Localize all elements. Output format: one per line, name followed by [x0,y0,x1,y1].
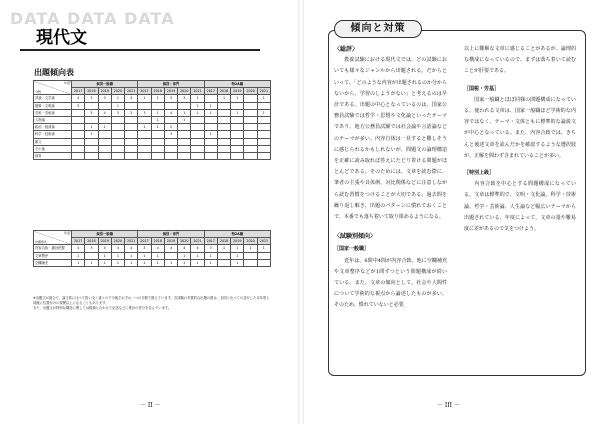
count-cell: 1 [151,95,164,102]
year-header: 2018 [85,238,98,245]
year-header: 2021 [191,88,204,95]
row-label: 科学・技術論 [34,131,72,138]
table-row [34,131,271,138]
count-cell [72,152,85,159]
count-cell [257,124,270,131]
count-cell: 1 [231,259,244,266]
count-cell: 1 [178,259,191,266]
count-cell [164,138,177,145]
count-cell: 1 [257,245,270,252]
count-cell [164,102,177,109]
count-cell [125,152,138,159]
count-cell: 1 [85,131,98,138]
count-cell [151,131,164,138]
count-cell: 2 [164,124,177,131]
count-cell [72,109,85,116]
count-cell [72,124,85,131]
year-header: 2021 [125,238,138,245]
count-cell: 3 [164,131,177,138]
column-left [334,44,447,312]
count-cell [217,252,230,259]
count-cell [151,145,164,152]
row-label: 文章整序 [34,252,72,259]
exam-group-header: 個別・専門 [138,231,204,238]
count-cell [138,152,151,159]
count-cell: 1 [204,252,217,259]
count-cell [178,145,191,152]
count-cell: 4 [72,245,85,252]
topic-frequency-table [33,80,271,160]
count-cell [164,145,177,152]
format-frequency-table [33,230,271,267]
count-cell [111,116,124,123]
row-label: 空欄補充 [34,259,72,266]
count-cell [191,152,204,159]
table-row [34,145,271,152]
count-cell [111,124,124,131]
count-cell: 1 [151,116,164,123]
count-cell [138,116,151,123]
count-cell [204,138,217,145]
count-cell [151,102,164,109]
count-cell: 1 [231,109,244,116]
year-header: 2019 [231,88,244,95]
count-cell: 2 [191,102,204,109]
count-cell [125,131,138,138]
count-cell [217,138,230,145]
count-cell [85,102,98,109]
row-label: 内容合致・趣旨把握 [34,245,72,252]
count-cell: 1 [98,124,111,131]
count-cell [85,138,98,145]
count-cell [72,131,85,138]
count-cell: 1 [85,124,98,131]
count-cell: 1 [138,259,151,266]
count-cell [217,109,230,116]
row-label: 評論・文学論 [34,95,72,102]
count-cell [98,102,111,109]
count-cell [257,152,270,159]
table-corner-cell [34,231,72,245]
year-header: 2017 [204,88,217,95]
row-label: 芸術・芸術論 [34,109,72,116]
count-cell [257,252,270,259]
count-cell: 1 [257,95,270,102]
count-cell [257,145,270,152]
note-line: ※出題文が複合で、論文系に比べて扱い全く違うので今後それぞれ一つの分類で数えています。各試験の実質的な出題の数は、全国と比べての並行した本年度と同様に位置付けの規模以上になることもあります。 [33,296,270,305]
year-header: 2020 [111,238,124,245]
count-cell: 1 [125,252,138,259]
count-cell [72,116,85,123]
year-header: 2019 [164,238,177,245]
table-row [34,259,271,266]
year-header: 2020 [178,88,191,95]
year-header: 2018 [151,238,164,245]
count-cell [231,131,244,138]
count-cell: 1 [178,109,191,116]
count-cell [244,145,257,152]
count-cell [125,116,138,123]
count-cell [125,124,138,131]
exam-group-header: 特2A職 [204,231,270,238]
count-cell: 1 [98,252,111,259]
count-cell [98,116,111,123]
row-label: 人物論 [34,116,72,123]
count-cell [178,102,191,109]
count-cell: 1 [257,109,270,116]
count-cell [231,102,244,109]
count-cell [98,131,111,138]
year-header: 2017 [138,238,151,245]
count-cell [111,138,124,145]
data-banner: DATA DATA DATA [10,10,175,28]
count-cell [231,116,244,123]
count-cell: 1 [191,109,204,116]
count-cell [257,116,270,123]
count-cell [111,131,124,138]
corner-top-label: 年度 [63,231,70,235]
count-cell [138,138,151,145]
page-title: 現代文 [36,28,87,48]
count-cell: 1 [111,95,124,102]
table-row [34,152,271,159]
table-row [34,124,271,131]
kokuzei-body: 国家一般職とほぼ同様の問題構成になっている。使われる文章は、国家一般職ほど学術的な内容ではなく、テーマ・文体ともに標準的な論説文が中心となっている。また、内容合致では、きちんと後述文章を読んだかを確認するような選択肢が、正解を間わず含まれていることが多い。 [464,96,576,159]
row-label: 随筆・文明論 [34,102,72,109]
count-cell: 4 [125,95,138,102]
count-cell [72,145,85,152]
count-cell: 4 [191,245,204,252]
count-cell [244,259,257,266]
exam-group-header: 個別一般職 [72,231,138,238]
row-label: 政治・経済論 [34,124,72,131]
overview-heading: 〈総評〉 [334,46,359,53]
count-cell [257,138,270,145]
count-cell [138,131,151,138]
table-row [34,109,271,116]
year-header: 2021 [191,238,204,245]
exam-group-header: 特2A職 [204,81,270,88]
year-header: 2019 [231,238,244,245]
count-cell: 1 [151,124,164,131]
count-cell [164,252,177,259]
count-cell [204,116,217,123]
exam-group-header: 個別・専門 [138,81,204,88]
year-header: 2019 [98,238,111,245]
row-label: 雑文 [34,138,72,145]
count-cell: 4 [125,245,138,252]
count-cell [138,145,151,152]
count-cell [244,102,257,109]
year-header: 2017 [72,238,85,245]
count-cell: 1 [72,252,85,259]
count-cell [217,116,230,123]
table-row [34,245,271,252]
count-cell: 1 [178,116,191,123]
count-cell: 3 [138,245,151,252]
row-label: 資料 [34,152,72,159]
count-cell [178,124,191,131]
year-header: 2018 [85,88,98,95]
count-cell: 4 [164,109,177,116]
year-header: 2018 [217,238,230,245]
count-cell [178,152,191,159]
count-cell [257,259,270,266]
sub-heading-tokubetsu: ［特別上級］ [464,170,495,177]
count-cell [217,145,230,152]
year-header: 2020 [244,238,257,245]
tokubetsu-body: 内容合致を中心とする問題構成になっている。文章は標準的で、文明・文化論、科学・技術論、哲学・芸術論、人生論など幅広いテーマから出題されている。年度によって、文章の量や難易度に差があるので気をつけよう。 [464,181,576,233]
count-cell [111,145,124,152]
page-number: － II － [140,402,161,409]
table-notes [33,296,271,311]
count-cell [217,124,230,131]
count-cell [244,95,257,102]
count-cell [191,116,204,123]
continued-body: 以上に難解な文章に感じることがあるが、論理的な構成になっているので、まずは落ち着いて読むことが肝要である。 [464,46,576,75]
count-cell [125,102,138,109]
count-cell: 1 [164,259,177,266]
count-cell: 3 [164,95,177,102]
count-cell [98,145,111,152]
year-header: 2020 [178,238,191,245]
sub-heading-kokuzei: ［国税・労基］ [464,85,500,92]
exam-trend-heading: 〈試験別傾向〉 [334,233,377,241]
overview-body: 教養試験における現代文では、どの試験においても様々なジャンルから出題される。だからといって、「どのような内容が出題されるのか分からないから、学習のしようがない」と考えるのは早計である。出題の中心となっているのは、国家公務員試験では哲学・思想や文化論といったテーマであり、地方公務員試験では社会論や言語論などのテーマが多い。内容自体は一見すると難しそうに感じられるかもしれないが、問題文の論理構造を正確に読み取れば答えにたどり着ける問題がほとんどである。そのためには、文章を読む際に、筆者の主張や具体例、対比関係などに注意しながら読む習慣をつけることが大切である。過去問を繰り返し解き、出題のパターンに慣れておくことで、本番でも落ち着いて取り組めるようになる。 [334,57,447,221]
count-cell [244,116,257,123]
year-header: 2018 [217,88,230,95]
count-cell: 3 [204,245,217,252]
count-cell: 3 [178,95,191,102]
count-cell: 1 [111,252,124,259]
corner-top-label: 年度 [63,81,70,85]
count-cell: 1 [151,259,164,266]
table-row [34,252,271,259]
row-label: その他 [34,145,72,152]
count-cell [231,138,244,145]
count-cell [204,124,217,131]
count-cell [151,138,164,145]
count-cell [231,124,244,131]
count-cell: 1 [125,259,138,266]
note-line: また、出題文が特別な構造に関しては数値と合わせて記述などに集計の差分を含んでいます。 [33,306,172,310]
count-cell: 1 [231,245,244,252]
count-cell [244,131,257,138]
count-cell [244,152,257,159]
count-cell: 1 [151,252,164,259]
count-cell: 4 [98,245,111,252]
count-cell: 1 [178,252,191,259]
count-cell [111,152,124,159]
year-header: 2018 [151,88,164,95]
count-cell: 1 [98,259,111,266]
count-cell [138,102,151,109]
count-cell [125,138,138,145]
count-cell: 4 [98,109,111,116]
count-cell: 1 [72,259,85,266]
count-cell: 1 [231,95,244,102]
count-cell [204,152,217,159]
trend-badge: 傾向と対策 [334,20,422,38]
year-header: 2017 [72,88,85,95]
table-row [34,102,271,109]
count-cell: 3 [85,109,98,116]
count-cell: 1 [204,131,217,138]
count-cell: 1 [204,109,217,116]
count-cell: 4 [151,245,164,252]
count-cell [217,131,230,138]
count-cell [191,138,204,145]
count-cell [164,116,177,123]
year-header: 2021 [257,238,270,245]
count-cell [217,259,230,266]
count-cell [178,138,191,145]
year-header: 2017 [204,238,217,245]
kokka-body: 近年は、6問中4問が内容合致、他に空欄補充や文章整序などが1問ずつという問題構成が続いている。また、文章の傾向として、社会や人間性について学術的な視点から論述したものが多い。そのため、慣れていないと必要 [334,257,447,309]
count-cell [231,145,244,152]
section-title: 出題傾向表 [34,68,74,77]
count-cell: 1 [191,259,204,266]
count-cell [125,145,138,152]
count-cell [231,152,244,159]
count-cell: 3 [85,95,98,102]
year-header: 2019 [98,88,111,95]
corner-bottom-label: 出題形式 [35,240,48,245]
count-cell: 1 [191,95,204,102]
count-cell [204,145,217,152]
year-header: 2021 [125,88,138,95]
year-header: 2017 [138,88,151,95]
count-cell: 4 [164,245,177,252]
table-corner-cell [34,81,72,95]
table-row [34,95,271,102]
exam-group-header: 個別一般職 [72,81,138,88]
count-cell: 4 [72,95,85,102]
count-cell: 3 [138,109,151,116]
count-cell [244,109,257,116]
count-cell [85,152,98,159]
year-header: 2020 [111,88,124,95]
count-cell [85,145,98,152]
year-header: 2020 [244,88,257,95]
count-cell: 1 [111,102,124,109]
column-right [464,44,576,235]
right-page [302,0,600,424]
count-cell: 1 [217,95,230,102]
count-cell: 1 [138,95,151,102]
count-cell: 3 [111,109,124,116]
corner-bottom-label: 分野 [35,90,42,95]
page-number: － III － [437,402,460,409]
count-cell [98,138,111,145]
table-row [34,138,271,145]
count-cell [257,102,270,109]
count-cell [164,152,177,159]
count-cell: 1 [85,259,98,266]
count-cell [244,124,257,131]
count-cell [217,152,230,159]
count-cell [217,102,230,109]
count-cell [85,252,98,259]
year-header: 2021 [257,88,270,95]
count-cell [72,138,85,145]
count-cell: 3 [85,245,98,252]
count-cell [178,131,191,138]
count-cell [204,95,217,102]
sub-heading-kokka: ［国家一般職］ [334,246,370,253]
year-header: 2019 [164,88,177,95]
count-cell [151,152,164,159]
count-cell [85,116,98,123]
count-cell: 3 [98,95,111,102]
count-cell [244,252,257,259]
count-cell [191,131,204,138]
count-cell: 1 [138,252,151,259]
count-cell: 1 [204,102,217,109]
count-cell: 3 [72,102,85,109]
count-cell [191,145,204,152]
count-cell: 1 [151,109,164,116]
count-cell [244,138,257,145]
count-cell [257,131,270,138]
count-cell: 1 [217,245,230,252]
count-cell: 4 [178,245,191,252]
count-cell: 4 [111,245,124,252]
count-cell: 1 [111,259,124,266]
count-cell: 1 [204,259,217,266]
count-cell: 2 [125,109,138,116]
count-cell: 1 [244,245,257,252]
title-rule [20,49,260,51]
count-cell [98,152,111,159]
count-cell [191,124,204,131]
count-cell: 1 [191,252,204,259]
count-cell: 1 [138,124,151,131]
count-cell: 1 [231,252,244,259]
table-row [34,116,271,123]
